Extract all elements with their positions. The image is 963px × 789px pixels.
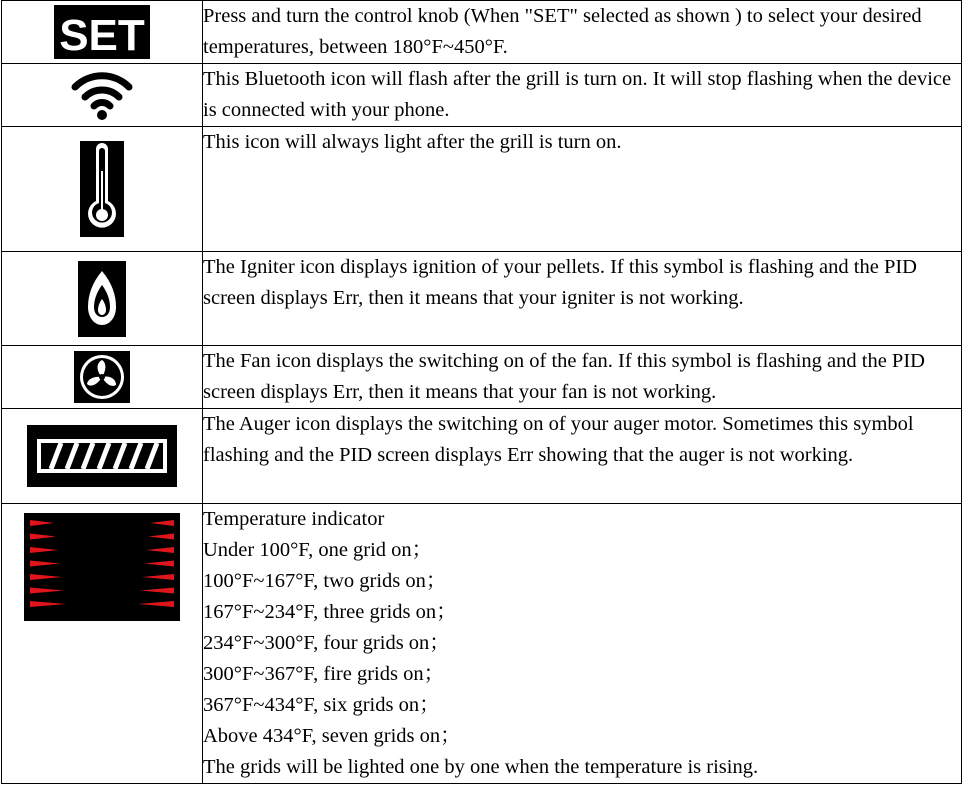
icon-cell xyxy=(2,252,203,346)
icon-cell xyxy=(2,504,203,784)
fan-icon xyxy=(74,351,130,403)
temperature-grid-icon xyxy=(24,513,180,621)
table-row xyxy=(2,1,962,64)
temperature-line: 234°F~300°F, four grids on； xyxy=(203,632,450,654)
icon-cell xyxy=(2,346,203,409)
temperature-indicator-text xyxy=(203,504,962,784)
temperature-line: 100°F~167°F, two grids on； xyxy=(203,570,447,592)
description-text: This Bluetooth icon will flash after the grill is turn on. It will stop flashing when the device is connected with your phone. xyxy=(203,64,962,127)
temperature-line: Under 100°F, one grid on； xyxy=(203,539,433,561)
temperature-line: 167°F~234°F, three grids on； xyxy=(203,601,457,623)
description-text: The Igniter icon displays ignition of your pellets. If this symbol is flashing and the PID screen displays Err, then it means that your igniter is not working. xyxy=(203,252,962,346)
temperature-line: 367°F~434°F, six grids on； xyxy=(203,694,440,716)
auger-icon xyxy=(27,425,177,487)
description-text: The Fan icon displays the switching on of the fan. If this symbol is flashing and the PID screen displays Err, then it means that your fan is not working. xyxy=(203,346,962,409)
icon-cell xyxy=(2,127,203,252)
temperature-indicator-title: Temperature indicator xyxy=(203,508,385,530)
igniter-flame-icon xyxy=(78,261,126,337)
table-row xyxy=(2,252,962,346)
temperature-line: The grids will be lighted one by one when the temperature is rising. xyxy=(203,756,759,778)
temperature-line: 300°F~367°F, fire grids on； xyxy=(203,663,445,685)
icon-cell xyxy=(2,64,203,127)
icon-cell xyxy=(2,1,203,64)
table-row xyxy=(2,346,962,409)
icon-legend-table xyxy=(1,0,962,784)
thermometer-icon xyxy=(80,141,124,237)
set-icon xyxy=(54,5,150,59)
description-text: This icon will always light after the grill is turn on. xyxy=(203,127,962,252)
bluetooth-signal-icon xyxy=(71,69,133,121)
table-row xyxy=(2,504,962,784)
table-row xyxy=(2,127,962,252)
table-row xyxy=(2,64,962,127)
svg-text:SET: SET xyxy=(59,11,145,59)
temperature-line: Above 434°F, seven grids on； xyxy=(203,725,461,747)
table-row xyxy=(2,409,962,504)
description-text: Press and turn the control knob (When "SET" selected as shown ) to select your desired temperatures, between 180°F~450°F. xyxy=(203,1,962,64)
description-text: The Auger icon displays the switching on of your auger motor. Sometimes this symbol flashing and the PID screen displays Err showing that the auger is not working. xyxy=(203,409,962,504)
icon-cell xyxy=(2,409,203,504)
